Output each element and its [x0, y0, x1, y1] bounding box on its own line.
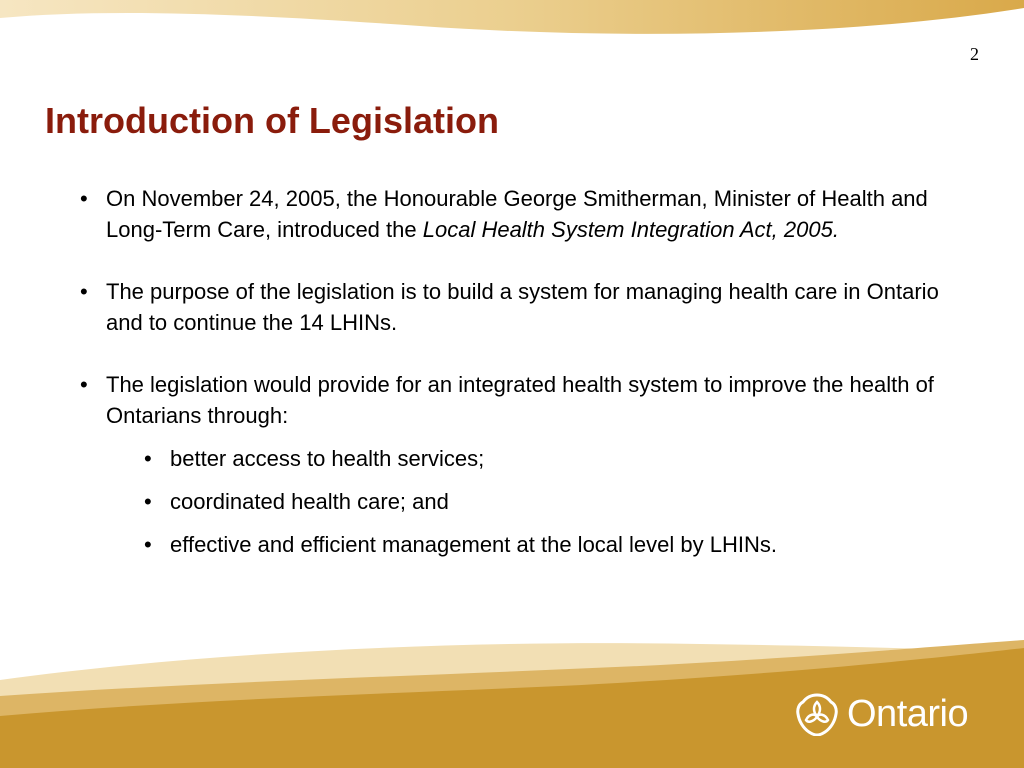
- sub-bullet-text: coordinated health care; and: [170, 489, 449, 514]
- bullet-glyph: •: [144, 446, 152, 471]
- top-wave-decoration: [0, 0, 1024, 40]
- bullet-glyph: •: [80, 372, 88, 397]
- ontario-trillium-icon: [795, 692, 839, 736]
- sub-bullet-text: effective and efficient management at the local level by LHINs.: [170, 532, 777, 557]
- slide-title: Introduction of Legislation: [45, 100, 499, 141]
- bullet-glyph: •: [144, 489, 152, 514]
- sub-bullet-list: [106, 443, 980, 560]
- bullet-item: [80, 183, 980, 245]
- slide-body: [80, 183, 980, 572]
- bullet-text: The purpose of the legislation is to build a system for managing health care in Ontario and to continue the 14 LHINs.: [106, 279, 939, 335]
- bullet-text: The legislation would provide for an integrated health system to improve the health of Ontarians through:: [106, 372, 934, 428]
- sub-bullet-text: better access to health services;: [170, 446, 485, 471]
- page-number: 2: [970, 44, 979, 64]
- logo-text: Ontario: [847, 692, 969, 735]
- bullet-item: [80, 276, 980, 338]
- sub-bullet-item: [144, 529, 980, 560]
- sub-bullet-item: [144, 486, 980, 517]
- act-name: Local Health System Integration Act, 2005.: [422, 217, 839, 242]
- bullet-item: [80, 369, 980, 560]
- sub-bullet-item: [144, 443, 980, 474]
- ontario-logo: [795, 692, 968, 736]
- bullet-glyph: •: [144, 532, 152, 557]
- bullet-text: On November 24, 2005, the Honourable George Smitherman, Minister of Health and Long-Term Care, introduced the: [106, 186, 928, 242]
- bullet-glyph: •: [80, 279, 88, 304]
- bullet-glyph: •: [80, 186, 88, 211]
